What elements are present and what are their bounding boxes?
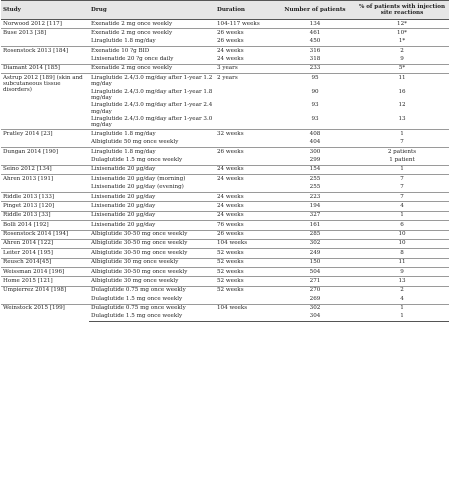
reactions-cell: 12 xyxy=(398,102,406,109)
header-row xyxy=(1,1,449,20)
duration-cell: 52 weeks xyxy=(215,258,275,267)
table-row xyxy=(1,130,449,139)
duration-cell: 24 weeks xyxy=(215,211,275,220)
drug-cell: Lixisenatide 20 µg/day xyxy=(89,202,215,211)
duration-cell: 24 weeks xyxy=(215,193,275,202)
drug-cell: Lixisenatide 20 µg/day xyxy=(89,221,215,230)
study-cell: Umpierrez 2014 [198] xyxy=(1,286,89,304)
drug-cell: Lixisenatide 20 µg/day (evening) xyxy=(91,184,184,191)
duration-cell xyxy=(215,157,275,166)
table-row xyxy=(1,230,449,239)
reactions-cell: 1* xyxy=(398,38,406,45)
table-row xyxy=(1,249,449,258)
patients-cell: 161 xyxy=(275,221,355,230)
study-cell: Home 2015 [121] xyxy=(1,277,89,286)
duration-cell: 32 weeks xyxy=(215,130,275,139)
duration-cell xyxy=(215,139,275,148)
duration-cell: 26 weeks xyxy=(215,29,275,38)
reactions-cell: 5* xyxy=(355,64,449,73)
duration-cell: 104-117 weeks xyxy=(217,20,260,27)
drug-cell: Albiglutide 30-50 mg once weekly xyxy=(89,230,215,239)
drug-cell: Exenatide 10 ?g BID xyxy=(89,47,215,56)
drug-cell: Lixisenatide 20 µg/day xyxy=(89,193,215,202)
drug-cell: Albiglutide 30-50 mg once weekly xyxy=(89,249,215,258)
reactions-cell: 4 xyxy=(355,202,449,211)
patients-cell: 299 xyxy=(309,157,321,164)
reactions-cell: 11 xyxy=(355,74,449,88)
patients-cell: 300 xyxy=(275,148,355,157)
drug-cell: Dulaglutide 1.5 mg once weekly xyxy=(91,295,183,302)
patients-cell: 93 xyxy=(311,102,319,109)
reactions-cell: 12* xyxy=(397,20,407,27)
duration-cell: 24 weeks xyxy=(215,165,275,174)
patients-cell: 154 xyxy=(275,165,355,174)
duration-cell: 24 weeks xyxy=(217,56,244,63)
reactions-cell: 7 xyxy=(355,193,449,202)
patients-cell: 255 xyxy=(309,184,321,191)
study-cell: Weissman 2014 [196] xyxy=(1,268,89,277)
patients-cell: 270 xyxy=(275,286,355,295)
table-row xyxy=(1,64,449,73)
patients-cell: 249 xyxy=(275,249,355,258)
patients-cell: 404 xyxy=(309,139,321,146)
patients-cell: 223 xyxy=(275,193,355,202)
reactions-cell: 13 xyxy=(355,277,449,286)
study-cell: Norwood 2012 [117] xyxy=(3,20,62,27)
study-cell: Ahren 2013 [191] xyxy=(1,175,89,193)
patients-cell: 327 xyxy=(275,211,355,220)
header-drug: Drug xyxy=(89,1,215,20)
patients-cell: 233 xyxy=(275,64,355,73)
drug-cell: Liraglutide 2.4/3.0 mg/day after 1-year 2.4 mg/day xyxy=(91,102,213,115)
duration-cell: 104 weeks xyxy=(215,304,275,313)
table-row xyxy=(1,193,449,202)
header-duration: Duration xyxy=(215,1,275,20)
patients-cell: 302 xyxy=(275,239,355,248)
study-cell: Seino 2012 [134] xyxy=(1,165,89,174)
drug-cell: Albiglutide 30 mg once weekly xyxy=(89,258,215,267)
reactions-cell: 1 xyxy=(355,211,449,220)
patients-cell: 408 xyxy=(275,130,355,139)
table-row xyxy=(1,221,449,230)
study-cell: Weinstock 2015 [199] xyxy=(1,304,89,322)
patients-cell: 255 xyxy=(275,175,355,184)
duration-cell: 104 weeks xyxy=(215,239,275,248)
reactions-cell: 9 xyxy=(355,268,449,277)
patients-cell: 95 xyxy=(275,74,355,88)
drug-cell: Dulaglutide 1.5 mg once weekly xyxy=(89,313,215,322)
patients-cell: 285 xyxy=(275,230,355,239)
study-cell: Rosenstock 2014 [194] xyxy=(1,230,89,239)
reactions-cell: 1 patient xyxy=(389,157,415,164)
study-cell: Riddle 2013 [133] xyxy=(1,193,89,202)
reactions-cell: 11 xyxy=(355,258,449,267)
duration-cell: 52 weeks xyxy=(215,277,275,286)
patients-cell: 194 xyxy=(275,202,355,211)
drug-cell: Dulaglutide 1.5 mg once weekly xyxy=(91,157,183,164)
reactions-cell: 10 xyxy=(355,239,449,248)
patients-cell: 461 xyxy=(275,29,355,38)
table-row xyxy=(1,239,449,248)
reactions-cell: 2 xyxy=(355,286,449,295)
reactions-cell: 10 xyxy=(355,230,449,239)
duration-cell: 26 weeks xyxy=(215,230,275,239)
duration-cell: 76 weeks xyxy=(215,221,275,230)
duration-cell xyxy=(215,116,275,130)
table-body xyxy=(1,20,449,322)
study-cell: Diamant 2014 [185] xyxy=(1,64,89,73)
study-cell: Riddle 2013 [33] xyxy=(1,211,89,220)
study-cell: Ahren 2014 [122] xyxy=(1,239,89,248)
reactions-cell: 1 xyxy=(355,165,449,174)
duration-cell xyxy=(215,102,275,116)
drug-cell: Dulaglutide 0.75 mg once weekly xyxy=(89,286,215,295)
drug-cell: Albiglutide 30-50 mg once weekly xyxy=(89,268,215,277)
reactions-cell: 2 patients xyxy=(355,148,449,157)
patients-cell: 450 xyxy=(309,38,321,45)
drug-cell: Lixisenatide 20 µg/day xyxy=(89,165,215,174)
study-cell: Leiter 2014 [195] xyxy=(1,249,89,258)
drug-cell: Lixisenatide 20 ?g once daily xyxy=(91,56,174,63)
duration-cell: 24 weeks xyxy=(215,47,275,56)
table-row xyxy=(1,148,449,157)
table-row xyxy=(1,29,449,38)
reactions-cell: 1 xyxy=(355,304,449,313)
study-cell: Rosenstock 2013 [184] xyxy=(1,47,89,65)
duration-cell: 52 weeks xyxy=(215,286,275,295)
reactions-cell: 13 xyxy=(398,116,406,123)
patients-cell: 316 xyxy=(275,47,355,56)
drug-cell: Liraglutide 1.8 mg/day xyxy=(89,130,215,139)
study-cell: Astrup 2012 [189] (skin and subcutaneous tissue disorders) xyxy=(1,74,89,130)
patients-cell: 150 xyxy=(275,258,355,267)
patients-cell: 302 xyxy=(275,304,355,313)
duration-cell: 52 weeks xyxy=(215,268,275,277)
reactions-cell: 7 xyxy=(400,184,404,191)
reactions-cell: 9 xyxy=(400,56,404,63)
header-study: Study xyxy=(1,1,89,20)
drug-cell: Liraglutide 2.4/3.0 mg/day after 1-year 1.8 mg/day xyxy=(91,88,213,101)
study-cell: Buse 2013 [38] xyxy=(1,29,89,47)
study-cell: Reusch 2014[45] xyxy=(1,258,89,267)
drug-cell: Liraglutide 2.4/3.0 mg/day after 1-year 3.0 mg/day xyxy=(91,116,213,129)
table-row xyxy=(1,202,449,211)
patients-cell: 271 xyxy=(275,277,355,286)
duration-cell xyxy=(215,88,275,102)
reactions-cell: 4 xyxy=(400,295,404,302)
table-header xyxy=(1,1,449,20)
patients-cell: 504 xyxy=(275,268,355,277)
table-row xyxy=(1,47,449,56)
drug-cell: Liraglutide 1.8 mg/day xyxy=(89,148,215,157)
table-row xyxy=(1,277,449,286)
duration-cell: 24 weeks xyxy=(215,175,275,184)
drug-cell: Lixisenatide 20 µg/day (morning) xyxy=(89,175,215,184)
table-row xyxy=(1,175,449,184)
drug-cell: Liraglutide 2.4/3.0 mg/day after 1-year 1.2 mg/day xyxy=(89,74,215,88)
table-row xyxy=(1,20,449,29)
drug-cell: Albiglutide 30 mg once weekly xyxy=(89,277,215,286)
reactions-cell: 2 xyxy=(355,47,449,56)
reactions-cell: 10* xyxy=(355,29,449,38)
patients-cell: 134 xyxy=(309,20,321,27)
drug-cell: Dulaglutide 0.75 mg once weekly xyxy=(89,304,215,313)
reactions-cell: 7 xyxy=(400,139,404,146)
drug-cell: Exenatide 2 mg once weekly xyxy=(91,20,173,27)
duration-cell: 3 years xyxy=(215,64,275,73)
drug-cell: Albiglutide 50 mg once weekly xyxy=(91,139,179,146)
duration-cell: 2 years xyxy=(215,74,275,88)
patients-cell: 304 xyxy=(275,313,355,322)
header-patients: Number of patients xyxy=(275,1,355,20)
drug-cell: Lixisenatide 20 µg/day xyxy=(89,211,215,220)
patients-cell: 318 xyxy=(309,56,321,63)
duration-cell: 52 weeks xyxy=(215,249,275,258)
duration-cell: 24 weeks xyxy=(215,202,275,211)
table-row xyxy=(1,165,449,174)
injection-site-reactions-table xyxy=(1,0,449,322)
reactions-cell: 1 xyxy=(355,130,449,139)
study-cell: Pinget 2013 [120] xyxy=(1,202,89,211)
table-row xyxy=(1,74,449,88)
drug-cell: Exenatide 2 mg once weekly xyxy=(89,29,215,38)
header-reactions: % of patients with injection site reactions xyxy=(355,1,449,20)
drug-cell: Albiglutide 30-50 mg once weekly xyxy=(89,239,215,248)
table-row xyxy=(1,211,449,220)
duration-cell: 26 weeks xyxy=(215,148,275,157)
table-row xyxy=(1,258,449,267)
study-cell: Dungan 2014 [190] xyxy=(1,148,89,166)
table-row xyxy=(1,304,449,313)
drug-cell: Exenatide 2 mg once weekly xyxy=(89,64,215,73)
drug-cell: Liraglutide 1.8 mg/day xyxy=(91,38,156,45)
table-row xyxy=(1,268,449,277)
reactions-cell: 6 xyxy=(355,221,449,230)
reactions-cell: 1 xyxy=(355,313,449,322)
duration-cell xyxy=(215,313,275,322)
study-cell: Bolli 2014 [192] xyxy=(1,221,89,230)
duration-cell xyxy=(215,295,275,304)
study-cell: Pratley 2014 [23] xyxy=(1,130,89,148)
patients-cell: 90 xyxy=(311,88,319,95)
reactions-cell: 8 xyxy=(355,249,449,258)
patients-cell: 269 xyxy=(309,295,321,302)
duration-cell: 26 weeks xyxy=(217,38,244,45)
table-row xyxy=(1,286,449,295)
reactions-cell: 7 xyxy=(355,175,449,184)
duration-cell xyxy=(215,184,275,193)
patients-cell: 93 xyxy=(311,116,319,123)
reactions-cell: 16 xyxy=(398,88,406,95)
